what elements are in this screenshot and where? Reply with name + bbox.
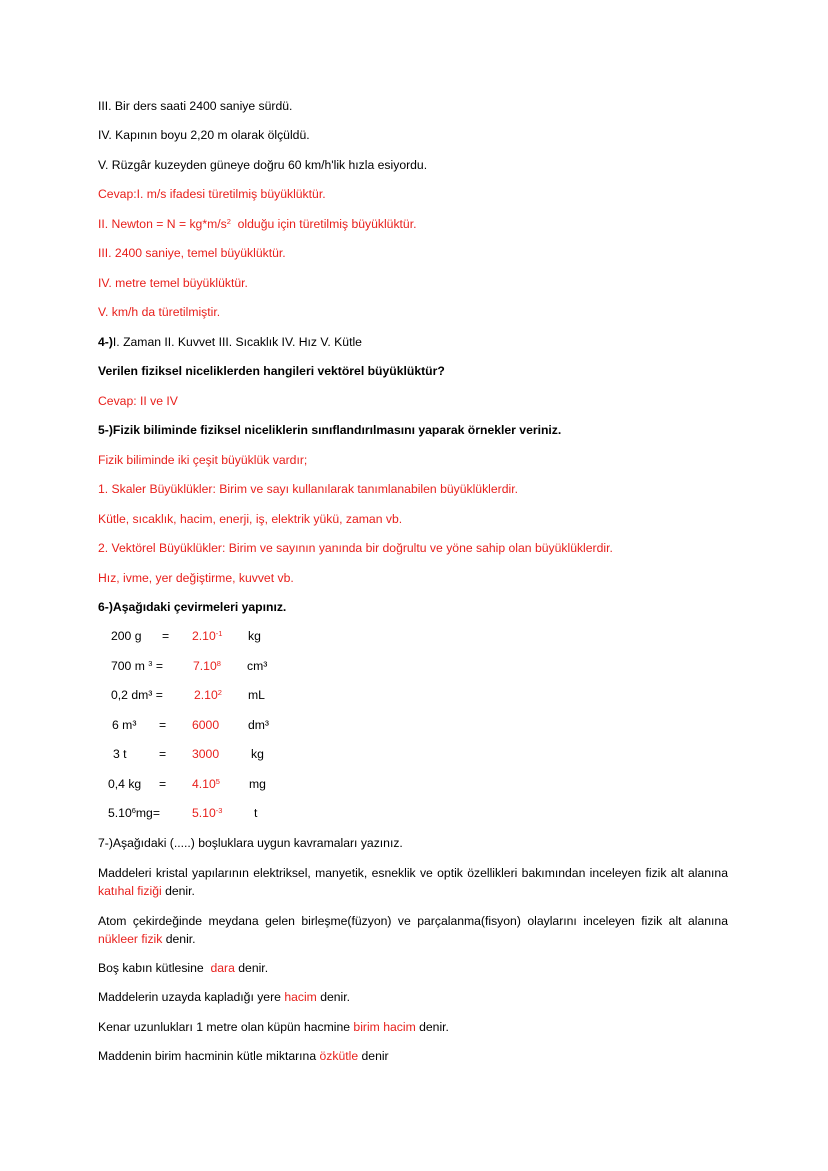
- q7-paragraph-1: [98, 864, 728, 900]
- conversion-unit: mg: [249, 777, 266, 791]
- conversion-left-base: 700 m: [111, 659, 145, 673]
- q7-p6-answer: özkütle: [319, 1049, 359, 1063]
- conversion-answer: [192, 629, 222, 644]
- conversion-left-base: 5.10: [108, 806, 132, 820]
- conversion-answer: [192, 777, 220, 792]
- conversion-left: [111, 688, 163, 703]
- conversion-answer: [192, 806, 222, 821]
- q7-line-6: [98, 1049, 389, 1064]
- q5-answer-5: Hız, ivme, yer değiştirme, kuvvet vb.: [98, 571, 294, 585]
- q7-p6-text: Maddenin birim hacminin kütle miktarına: [98, 1049, 320, 1063]
- q3-answer-2-text: II. Newton = N = kg*m/s: [98, 217, 227, 231]
- conversion-left: [111, 659, 163, 674]
- conversion-row: [98, 806, 398, 822]
- q3-answer-4: IV. metre temel büyüklüktür.: [98, 276, 248, 290]
- equals-sign: =: [162, 629, 170, 643]
- conversion-left: 200 g: [111, 629, 142, 643]
- q3-answer-1: Cevap:I. m/s ifadesi türetilmiş büyüklüktür.: [98, 187, 326, 201]
- q7-p2-text: Atom çekirdeğinde meydana gelen birleşme(füzyon) ve parçalanma(fisyon) olaylarını inceleyen fizik alt alanına: [98, 914, 728, 928]
- conversion-answer-exponent: -1: [215, 629, 223, 638]
- q7-p1-text: Maddeleri kristal yapılarının elektriksel, manyetik, esneklik ve optik özellikleri bakımından inceleyen fizik alt alanına: [98, 866, 728, 880]
- conversion-answer-base: 2.10: [194, 688, 218, 702]
- q3-answer-2-exponent: 2: [226, 217, 231, 226]
- q3-answer-2-tail: olduğu için türetilmiş büyüklüktür.: [230, 217, 417, 231]
- q7-p3-tail: denir.: [234, 961, 269, 975]
- q7-line-5: [98, 1020, 449, 1035]
- conversion-left-tail: mg=: [135, 806, 160, 820]
- q4-items-text: I. Zaman II. Kuvvet III. Sıcaklık IV. Hız V. Kütle: [112, 335, 362, 349]
- q7-line-4: [98, 990, 350, 1005]
- conversion-answer: 3000: [192, 747, 220, 761]
- q7-p3-answer: dara: [210, 961, 235, 975]
- q7-p3-text: Boş kabın kütlesine: [98, 961, 211, 975]
- q7-p4-tail: denir.: [316, 990, 351, 1004]
- conversion-left: 3 t: [113, 747, 127, 761]
- q7-paragraph-2: [98, 912, 728, 948]
- conversion-answer-exponent: 5: [215, 777, 220, 786]
- conversion-answer-base: 4.10: [192, 777, 216, 791]
- q7-p5-answer: birim hacim: [353, 1020, 416, 1034]
- conversion-answer-exponent: 8: [216, 659, 221, 668]
- conversion-row: [98, 747, 398, 763]
- conversion-answer: [194, 688, 222, 703]
- q3-answer-3: III. 2400 saniye, temel büyüklüktür.: [98, 246, 286, 260]
- conversion-left: 0,4 kg: [108, 777, 142, 791]
- q6-question: 6-)Aşağıdaki çevirmeleri yapınız.: [98, 600, 287, 614]
- conversion-left-base: 0,2 dm³: [111, 688, 153, 702]
- q7-line-3: [98, 961, 268, 976]
- conversion-answer-base: 5.10: [192, 806, 216, 820]
- conversion-answer-base: 7.10: [193, 659, 217, 673]
- conversion-left: [108, 806, 160, 821]
- q7-p4-text: Maddelerin uzayda kapladığı yere: [98, 990, 285, 1004]
- q5-answer-4: 2. Vektörel Büyüklükler: Birim ve sayının yanında bir doğrultu ve yöne sahip olan büyüklüklerdir.: [98, 541, 613, 555]
- q7-p1-tail: denir.: [161, 884, 195, 898]
- q5-answer-3: Kütle, sıcaklık, hacim, enerji, iş, elektrik yükü, zaman vb.: [98, 512, 403, 526]
- q7-p5-tail: denir.: [415, 1020, 449, 1034]
- conversion-row: [98, 777, 398, 793]
- q4-number: 4-): [98, 335, 113, 349]
- q7-p5-text: Kenar uzunlukları 1 metre olan küpün hacmine: [98, 1020, 354, 1034]
- q7-p1-answer: katıhal fiziği: [98, 884, 162, 898]
- q4-answer: Cevap: II ve IV: [98, 394, 178, 408]
- conversion-answer: 6000: [192, 718, 220, 732]
- conversion-left-exponent: 3: [148, 659, 153, 668]
- equals-sign: =: [159, 777, 167, 791]
- q4-items: [98, 335, 362, 350]
- q5-answer-2: 1. Skaler Büyüklükler: Birim ve sayı kullanılarak tanımlanabilen büyüklüklerdir.: [98, 482, 518, 496]
- q5-answer-1: Fizik biliminde iki çeşit büyüklük vardır;: [98, 453, 308, 467]
- conversion-answer: [193, 659, 221, 674]
- conversion-row: [98, 629, 398, 645]
- conversion-unit: kg: [248, 629, 261, 643]
- conversion-left: 6 m³: [112, 718, 137, 732]
- conversion-unit: dm³: [248, 718, 269, 732]
- conversion-left-exponent: 6: [131, 806, 136, 815]
- q3-answer-2: [98, 217, 416, 232]
- conversion-row: [98, 659, 398, 675]
- equals-sign: =: [155, 688, 163, 702]
- q7-p4-answer: hacim: [284, 990, 317, 1004]
- conversion-unit: kg: [251, 747, 264, 761]
- equals-sign: =: [159, 718, 167, 732]
- conversion-answer-exponent: 2: [217, 688, 222, 697]
- q3-item-5: V. Rüzgâr kuzeyden güneye doğru 60 km/h'lik hızla esiyordu.: [98, 158, 428, 172]
- q3-item-4: IV. Kapının boyu 2,20 m olarak ölçüldü.: [98, 128, 310, 142]
- q3-answer-5: V. km/h da türetilmiştir.: [98, 305, 221, 319]
- q4-question: Verilen fiziksel niceliklerden hangileri vektörel büyüklüktür?: [98, 364, 445, 378]
- q7-p2-answer: nükleer fizik: [98, 932, 163, 946]
- conversion-unit: cm³: [247, 659, 268, 673]
- q5-question: 5-)Fizik biliminde fiziksel niceliklerin sınıflandırılmasını yaparak örnekler veriniz.: [98, 423, 562, 437]
- conversion-answer-base: 2.10: [192, 629, 216, 643]
- conversion-unit: t: [254, 806, 258, 820]
- conversion-row: [98, 718, 398, 734]
- equals-sign: =: [159, 747, 167, 761]
- q3-item-3: III. Bir ders saati 2400 saniye sürdü.: [98, 99, 293, 113]
- q7-question: 7-)Aşağıdaki (.....) boşluklara uygun kavramaları yazınız.: [98, 836, 403, 850]
- q7-p6-tail: denir: [358, 1049, 389, 1063]
- conversion-unit: mL: [248, 688, 265, 702]
- equals-sign: =: [155, 659, 163, 673]
- conversion-row: [98, 688, 398, 704]
- conversion-answer-exponent: -3: [215, 806, 223, 815]
- q7-p2-tail: denir.: [162, 932, 196, 946]
